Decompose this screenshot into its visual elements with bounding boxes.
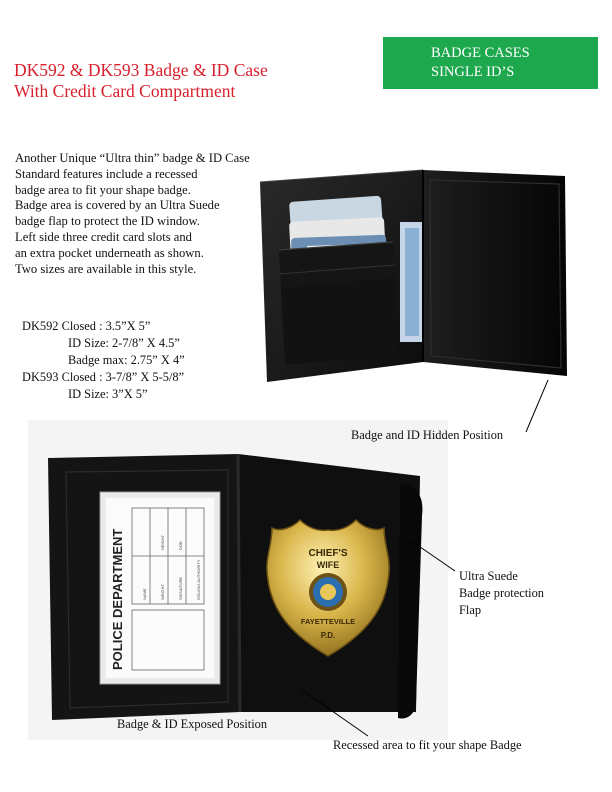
desc-line: Standard features include a recessed [15, 166, 198, 181]
id-field-name: NAME [142, 588, 147, 600]
desc-line: Badge area is covered by an Ultra Suede [15, 198, 220, 213]
desc-line: badge flap to protect the ID window. [15, 214, 200, 229]
badge-text-top-1: CHIEF'S [308, 548, 348, 559]
desc-line: Another Unique “Ultra thin” badge & ID Case [15, 151, 250, 165]
caption-exposed-position: Badge & ID Exposed Position [117, 717, 268, 731]
desc-line: an extra pocket underneath as shown. [15, 245, 204, 260]
pointer-recessed [302, 690, 368, 736]
id-field-issuing-authority: ISSUING AUTHORITY [196, 559, 201, 600]
caption-ultra-suede: Ultra Suede [459, 569, 518, 583]
desc-line: Left side three credit card slots and [15, 229, 192, 244]
spec-dk593-closed: DK593 Closed : 3-7/8” X 5-5/8” [22, 370, 185, 384]
pointer-hidden [526, 380, 548, 432]
title-line-2: With Credit Card Compartment [14, 81, 236, 101]
title-line-1: DK592 & DK593 Badge & ID Case [14, 60, 268, 80]
desc-line: Two sizes are available in this style. [15, 261, 197, 276]
id-field-dob: DOB [178, 541, 183, 550]
spec-dk592-closed: DK592 Closed : 3.5”X 5” [22, 319, 151, 333]
caption-flap: Flap [459, 603, 482, 617]
category-line-2: SINGLE ID’S [431, 64, 515, 80]
id-field-signature: SIGNATURE [178, 576, 183, 600]
id-department-label: POLICE DEPARTMENT [110, 528, 125, 670]
badge-text-bottom-1: FAYETTEVILLE [300, 617, 356, 626]
spec-dk592-id: ID Size: 2-7/8” X 4.5” [68, 336, 180, 350]
caption-hidden-position: Badge and ID Hidden Position [351, 428, 504, 442]
desc-line: badge area to fit your shape badge. [15, 182, 191, 197]
badge-text-bottom-2: P.D. [320, 631, 336, 640]
id-field-height: HEIGHT [160, 534, 165, 550]
caption-badge-protection: Badge protection [459, 586, 544, 600]
badge-text-top-2: WIFE [316, 560, 340, 570]
pointer-suede [410, 540, 455, 571]
id-field-weight: WEIGHT [160, 584, 165, 600]
spec-dk592-badge: Badge max: 2.75” X 4” [68, 353, 185, 367]
category-line-1: BADGE CASES [431, 45, 530, 61]
spec-dk593-id: ID Size: 3”X 5” [68, 387, 148, 401]
caption-recessed-area: Recessed area to fit your shape Badge [333, 738, 522, 752]
